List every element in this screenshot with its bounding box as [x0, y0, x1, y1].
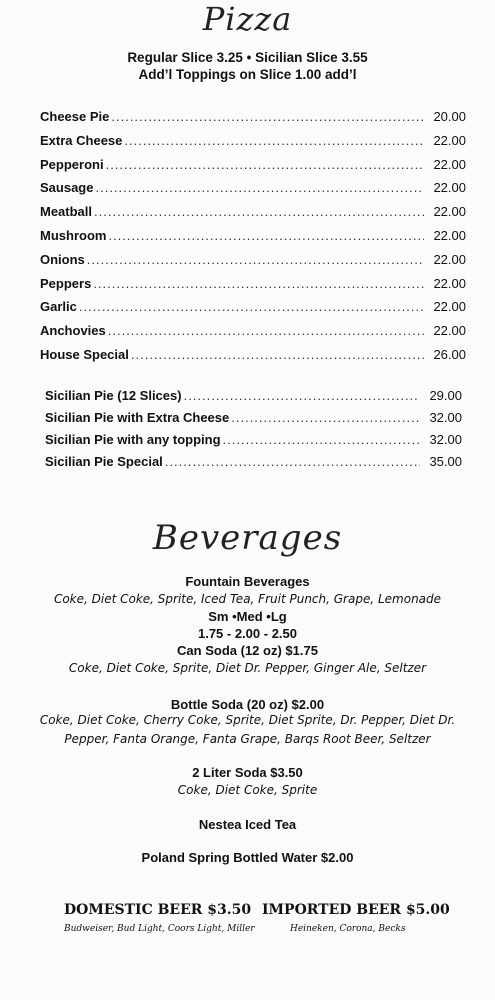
bottle-soda-list-2: Pepper, Fanta Orange, Fanta Grape, Barqs Root Beer, Seltzer — [64, 732, 431, 746]
menu-item-name: Cheese Pie — [40, 109, 110, 124]
dot-leader — [95, 180, 424, 195]
menu-item-name: Anchovies — [40, 323, 106, 339]
dot-leader — [231, 410, 420, 425]
menu-item-name: Onions — [40, 251, 85, 267]
dot-leader — [106, 157, 424, 172]
beverages-title: Beverages — [152, 518, 343, 558]
menu-item — [40, 109, 466, 124]
menu-item — [45, 432, 462, 447]
liter-soda-list: Coke, Diet Coke, Sprite — [177, 783, 318, 797]
toppings-note: Add’l Toppings on Slice 1.00 add’l — [138, 67, 357, 82]
menu-item-price: 22.00 — [433, 323, 466, 339]
domestic-beer-list: Budweiser, Bud Light, Coors Light, Miller — [64, 924, 255, 934]
domestic-beer-heading: DOMESTIC BEER $3.50 — [64, 902, 252, 918]
dot-leader — [184, 388, 420, 403]
dot-leader — [87, 252, 424, 267]
pizza-title: Pizza — [202, 0, 293, 38]
dot-leader — [223, 432, 420, 447]
menu-item-name: Peppers — [40, 275, 92, 291]
imported-beer-list: Heineken, Corona, Becks — [290, 924, 406, 934]
menu-item-name: Sicilian Pie with any topping — [45, 432, 221, 447]
menu-item-name: Sicilian Pie Special — [45, 454, 163, 469]
menu-item-name: Mushroom — [40, 228, 107, 243]
imported-beer-heading: IMPORTED BEER $5.00 — [262, 902, 450, 918]
menu-item-price: 32.00 — [429, 410, 462, 425]
bottle-soda-heading: Bottle Soda (20 oz) $2.00 — [170, 697, 325, 712]
menu-item-name: Extra Cheese — [40, 132, 123, 148]
menu-item-name: Sicilian Pie (12 Slices) — [45, 388, 182, 403]
menu-item-price: 22.00 — [433, 204, 466, 220]
menu-item-price: 22.00 — [433, 299, 466, 315]
dot-leader — [165, 454, 420, 469]
water-item: Poland Spring Bottled Water $2.00 — [141, 850, 354, 865]
menu-item — [40, 299, 466, 314]
menu-item-name: House Special — [40, 347, 129, 362]
menu-item-price: 22.00 — [433, 251, 466, 267]
dot-leader — [79, 299, 424, 314]
menu-item-name: Sicilian Pie with Extra Cheese — [45, 410, 230, 425]
fountain-list: Coke, Diet Coke, Sprite, Iced Tea, Fruit Punch, Grape, Lemonade — [53, 592, 442, 606]
liter-soda-heading: 2 Liter Soda $3.50 — [192, 765, 303, 780]
fountain-heading: Fountain Beverages — [185, 574, 310, 589]
menu-item-price: 22.00 — [433, 275, 466, 291]
menu-item-price: 29.00 — [429, 388, 462, 403]
menu-item — [40, 204, 466, 219]
bottle-soda-list-1: Coke, Diet Coke, Cherry Coke, Sprite, Diet Sprite, Dr. Pepper, Diet Dr. — [39, 713, 456, 727]
menu-item-name: Sausage — [40, 180, 94, 196]
menu-item-price: 35.00 — [429, 454, 462, 469]
dot-leader — [93, 276, 424, 291]
menu-item — [45, 410, 462, 425]
menu-item-name: Garlic — [40, 299, 77, 315]
domestic-beer — [64, 902, 255, 934]
menu-item — [45, 388, 462, 403]
dot-leader — [131, 347, 424, 362]
menu-item-price: 32.00 — [429, 432, 462, 447]
menu-item-price: 20.00 — [433, 109, 466, 124]
menu-item — [40, 323, 466, 338]
menu-item — [40, 252, 466, 267]
slice-prices: Regular Slice 3.25 • Sicilian Slice 3.55 — [127, 50, 368, 65]
nestea-item: Nestea Iced Tea — [198, 817, 297, 832]
menu-item-price: 22.00 — [433, 132, 466, 148]
dot-leader — [108, 228, 424, 243]
can-soda-list: Coke, Diet Coke, Sprite, Diet Dr. Pepper, Ginger Ale, Seltzer — [68, 661, 427, 675]
menu-item — [40, 180, 466, 195]
menu-item-price: 22.00 — [433, 156, 466, 172]
can-soda-heading: Can Soda (12 oz) $1.75 — [177, 643, 318, 658]
menu-item-price: 22.00 — [433, 228, 466, 243]
menu-item — [45, 454, 462, 469]
dot-leader — [94, 204, 424, 219]
dot-leader — [111, 109, 424, 124]
fountain-sizes: Sm •Med •Lg — [208, 609, 287, 624]
menu-item — [40, 228, 466, 243]
fountain-size-prices: 1.75 - 2.00 - 2.50 — [197, 626, 297, 641]
menu-item-name: Pepperoni — [40, 156, 104, 172]
dot-leader — [124, 133, 424, 148]
menu-item-price: 26.00 — [433, 347, 466, 362]
menu-item-price: 22.00 — [433, 180, 466, 196]
menu-item-name: Meatball — [40, 204, 93, 220]
imported-beer — [262, 902, 450, 934]
menu-item — [40, 347, 466, 362]
menu-item — [40, 133, 466, 148]
menu-item — [40, 157, 466, 172]
dot-leader — [108, 323, 424, 338]
menu-item — [40, 276, 466, 291]
